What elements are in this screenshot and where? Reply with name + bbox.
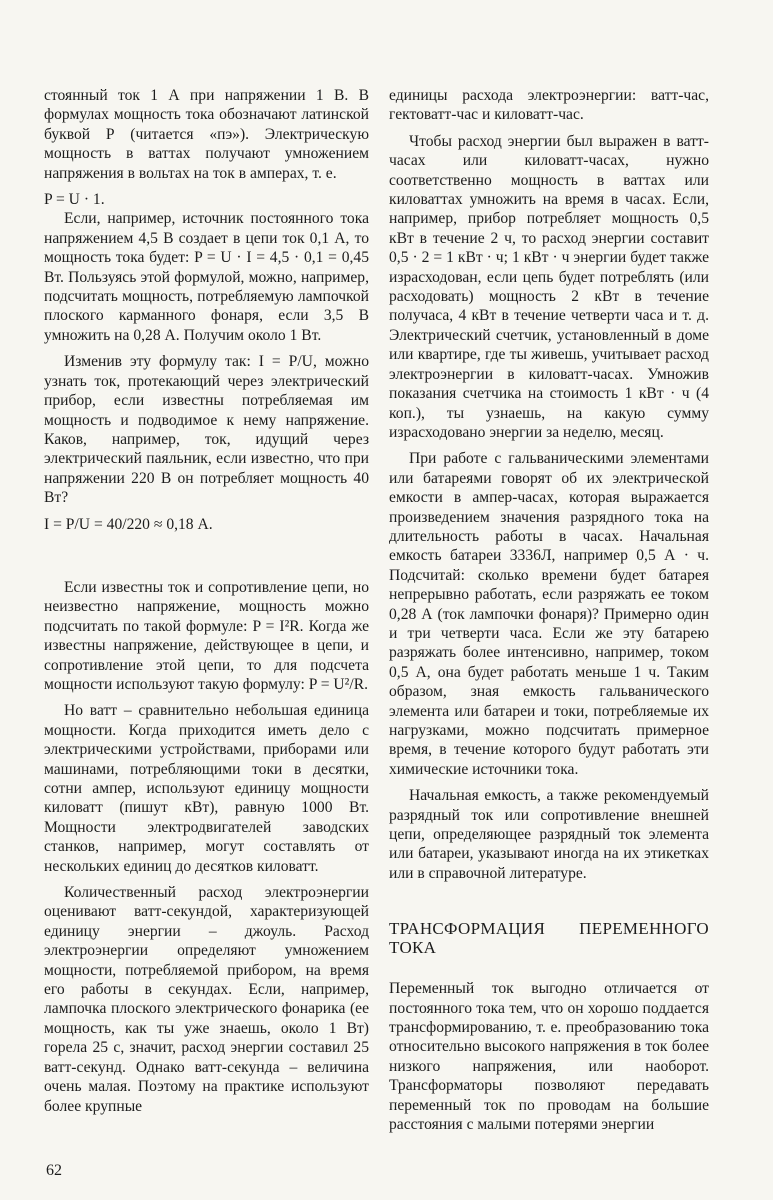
paragraph: Изменив эту формулу так: I = P/U, можно узнать ток, протекающий через электрический прибор, если известны потребляемая им мощность и подводимое к нему напряжение. Каков, например, ток, идущий через электрический паяльник, если известно, что при напряжении 220 В он потребляет мощность 40 Вт? xyxy=(44,353,369,507)
formula: I = P/U = 40/220 ≈ 0,18 А. xyxy=(44,515,213,533)
paragraph: Но ватт – сравнительно небольшая единица мощности. Когда приходится иметь дело с электрическими устройствами, приборами или машинами, потребляющими токи в десятки, сотни ампер, используют единицу мощности киловатт (пишут кВт), равную 1000 Вт. Мощности электродвигателей заводских станков, например, могут составлять от нескольких единиц до десятков киловатт. xyxy=(44,702,369,875)
paragraph: Если известны ток и сопротивление цепи, но неизвестно напряжение, мощность можно подсчитать по такой формуле: P = I²R. Когда же известны напряжение, действующее в цепи, и сопротивление этой цепи, то для подсчета мощности используют такую формулу: P = U²/R. xyxy=(44,578,369,693)
paragraph: Количественный расход электроэнергии оценивают ватт-секундой, характеризующей единицу энергии – джоуль. Расход электроэнергии определяют умножением мощности, потребляемой прибором, на время его работы в секундах. Если, например, лампочка плоского электрического фонарика (ее мощность, как ты уже знаешь, около 1 Вт) горела 25 с, значит, расход энергии составил 25 ватт-секунд. Однако ватт-секунда – величина очень малая. Поэтому на практике используют более крупные xyxy=(44,884,369,1115)
page-number: 62 xyxy=(46,1162,62,1179)
paragraph: Если, например, источник постоянного тока напряжением 4,5 В создает в цепи ток 0,1 А, то мощность тока будет: P = U · I = 4,5 · 0,1 = 0,45 Вт. Пользуясь этой формулой, можно, например, подсчитать мощность, потребляемую лампочкой плоского карманного фонаря, если 3,5 В умножить на 0,28 А. Получим около 1 Вт. xyxy=(44,210,369,344)
paragraph: Переменный ток выгодно отличается от постоянного тока тем, что он хорошо поддается трансформированию, т. е. преобразованию тока относительно высокого напряжения в ток более низкого напряжения, или наоборот. Трансформаторы позволяют передавать переменный ток по проводам на большие расстояния с малыми потерями энергии xyxy=(389,980,709,1134)
section-heading: ТРАНСФОРМАЦИЯ ПЕРЕМЕННОГО ТОКА xyxy=(389,919,709,958)
paragraph: единицы расхода электроэнергии: ватт-час, гектоватт-час и киловатт-час. xyxy=(389,87,709,124)
paragraph: Чтобы расход энергии был выражен в ватт-часах или киловатт-часах, нужно соответственно мощность в ваттах или киловаттах умножить на время в часах. Если, например, прибор потребляет мощность 0,5 кВт в течение 2 ч, то расход энергии составит 0,5 · 2 = 1 кВт · ч; 1 кВт · ч энергии будет также израсходован, если цепь будет потреблять (или расходовать) мощность 2 кВт в течение получаса, 4 кВт в течение четверти часа и т. д. Электрический счетчик, установленный в доме или квартире, где ты живешь, учитывает расход электроэнергии в киловатт-часах. Умножив показания счетчика на стоимость 1 кВт · ч (4 коп.), ты узнаешь, на какую сумму израсходовано энергии за неделю, месяц. xyxy=(389,132,709,441)
right-column xyxy=(389,86,709,1142)
paragraph: Начальная емкость, а также рекомендуемый разрядный ток или сопротивление внешней цепи, определяющее разрядный ток элемента или батареи, указывают иногда на их этикетках или в справочной литературе. xyxy=(389,787,709,882)
paragraph: стоянный ток 1 А при напряжении 1 В. В формулах мощность тока обозначают латинской буквой Р (читается «пэ»). Электрическую мощность в ваттах получают умножением напряжения в вольтах на ток в амперах, т. е. xyxy=(44,87,369,182)
left-column xyxy=(44,86,369,1123)
formula: P = U · 1. xyxy=(44,191,105,209)
paragraph: При работе с гальваническими элементами или батареями говорят об их электрической емкости в ампер-часах, которая выражается произведением значения разрядного тока на длительность работы в часах. Начальная емкость батареи 3336Л, например 0,5 А · ч. Подсчитай: сколько времени будет батарея непрерывно работать, если разряжать ее током 0,28 А (ток лампочки фонаря)? Примерно один и три четверти часа. Если же эту батарею разряжать более интенсивно, например, током 0,5 А, она будет работать меньше 1 ч. Таким образом, зная емкость гальванического элемента или батареи и токи, потребляемые их нагрузками, можно подсчитать примерное время, в течение которого будут работать эти химические источники тока. xyxy=(389,450,709,778)
